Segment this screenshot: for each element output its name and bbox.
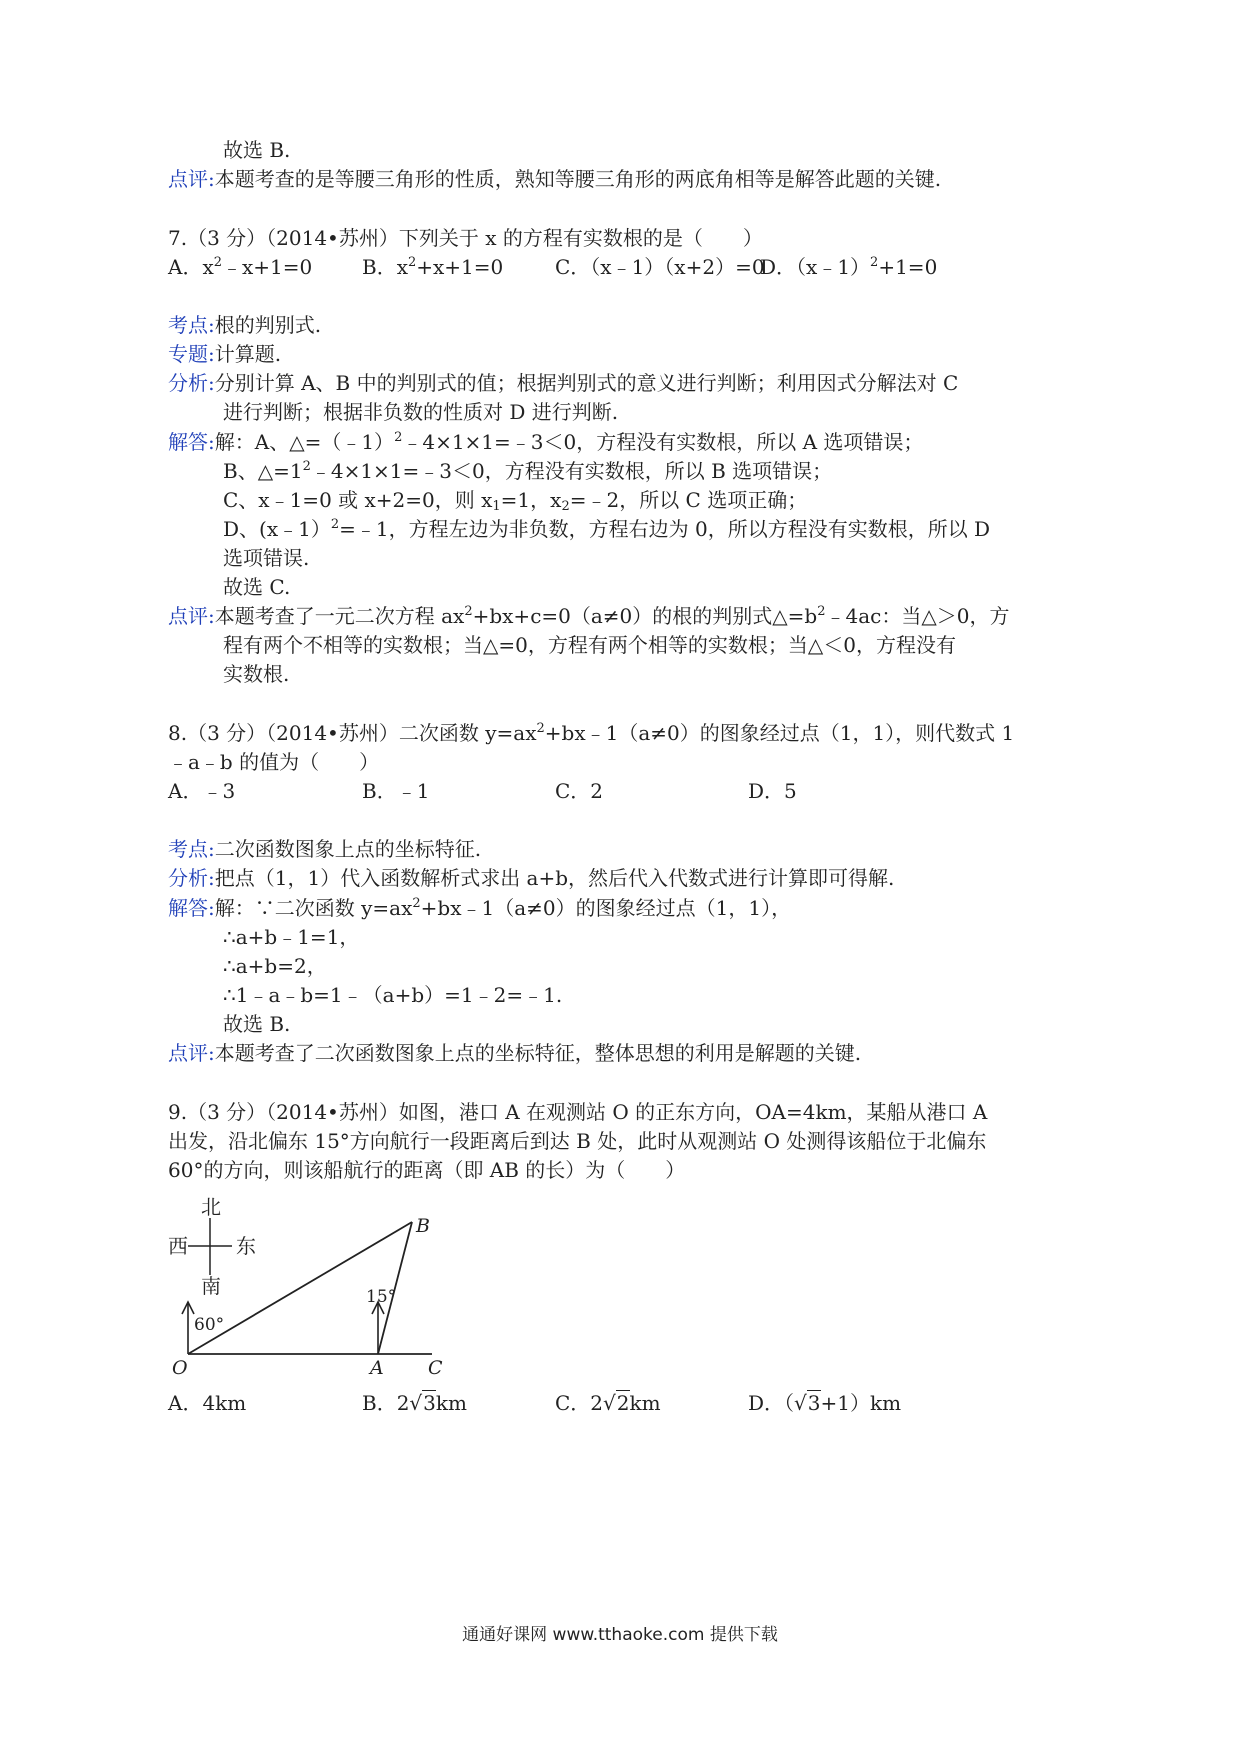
q7-option-a: A．$x^2﹣x+1=0$ [168, 255, 313, 279]
sqrt-symbol: √ [603, 1391, 616, 1415]
q8-stem: 8.（3 分）（2014•苏州）二次函数 $y=ax^2+bx﹣1(a\ne 0)$的图象经过点（1，1），则代数式 1 [168, 721, 1015, 745]
q7-fenxi-line2: 进行判断；根据非负数的性质对 D 进行判断. [223, 400, 619, 424]
q9-option-a: A．4km [168, 1391, 247, 1415]
q8-kaodian: 考点:二次函数图象上点的坐标特征. [168, 837, 482, 861]
compass-west-label: 西 [168, 1234, 188, 1258]
q8-option-a: A．﹣3 [168, 779, 236, 803]
q9-stem-line3: 60°的方向，则该船航行的距离（即 AB 的长）为（ ） [168, 1158, 686, 1182]
q7-option-d: D．（x﹣1）$^2$+1=0 [760, 255, 938, 279]
comment-label: 点评: [168, 167, 215, 191]
q7-stem: 7.（3 分）（2014•苏州）下列关于 x 的方程有实数根的是（ ） [168, 226, 763, 250]
q8-stem-line2: ﹣a﹣b 的值为（ ） [168, 750, 380, 774]
q9-option-d: D．（√3+1）km [748, 1391, 902, 1415]
point-a-label: A [370, 1357, 384, 1379]
point-c-label: C [428, 1357, 443, 1379]
q7-fenxi: 分析:分别计算 A、B 中的判别式的值；根据判别式的意义进行判断；利用因式分解法对 C [168, 371, 959, 395]
q7-zhuanti: 专题:计算题. [168, 342, 282, 366]
q8-jieda-line3: ∴a+b=2， [223, 954, 327, 978]
angle-15-label: 15° [366, 1287, 397, 1307]
q7-dianping: 点评:本题考查了一元二次方程 $ax^2+bx+c=0(a\ne 0)$的根的判别式$\triangle=b^2﹣4ac$：当△＞0，方 [168, 604, 1010, 628]
north-arrow-o [182, 1302, 194, 1354]
q8-option-c: C．2 [555, 779, 604, 803]
q7-option-b: B．$x^2+x+1=0$ [362, 255, 504, 279]
q9-stem-line1: 9.（3 分）（2014•苏州）如图，港口 A 在观测站 O 的正东方向，OA=4km，某船从港口 A [168, 1100, 988, 1124]
q7-jieda-line5: 选项错误. [223, 546, 310, 570]
sqrt-symbol: √ [409, 1391, 423, 1415]
q9-stem-line2: 出发，沿北偏东 15°方向航行一段距离后到达 B 处，此时从观测站 O 处测得该船位于北偏东 [168, 1129, 987, 1153]
q8-jieda-line2: ∴a+b﹣1=1， [223, 925, 360, 949]
page-footer: 通通好课网 www.tthaoke.com 提供下载 [462, 1625, 778, 1645]
q8-dianping: 点评:本题考查了二次函数图象上点的坐标特征，整体思想的利用是解题的关键. [168, 1041, 862, 1065]
q8-option-d: D．5 [748, 779, 797, 803]
q9-option-b: B．2√3km [362, 1391, 467, 1415]
q9-option-c: C．2√2km [555, 1391, 661, 1415]
q7-jieda-line2: B、$\triangle=1^2﹣4\times 1\times 1=﹣3<0$，方程没有实数根，所以 B 选项错误； [223, 459, 833, 483]
prev-conclusion: 故选 B. [223, 138, 291, 162]
q8-fenxi: 分析:把点（1，1）代入函数解析式求出 a+b，然后代入代数式进行计算即可得解. [168, 866, 895, 890]
compass-rose [168, 1195, 256, 1298]
q7-jieda-line6: 故选 C. [223, 575, 291, 599]
q7-dianping-line2: 程有两个不相等的实数根；当△=0，方程有两个相等的实数根；当△＜0，方程没有 [223, 633, 956, 657]
q7-kaodian: 考点:根的判别式. [168, 313, 322, 337]
q8-jieda-line4: ∴1﹣a﹣b=1﹣（a+b）=1﹣2=﹣1. [223, 983, 563, 1007]
q7-jieda-line4: D、(x﹣1）$^2$=﹣1，方程左边为非负数，方程右边为 0，所以方程没有实数根，所以 D [223, 517, 991, 541]
q7-jieda-line3: C、x﹣1=0 或 x+2=0，则 $x_1=1$，$x_2=﹣2$，所以 C 选项正确； [223, 488, 808, 514]
q7-option-c: C．（x﹣1）（x+2）=0 [555, 255, 765, 279]
compass-south-label: 南 [201, 1274, 221, 1298]
compass-north-label: 北 [201, 1195, 221, 1219]
sqrt-symbol: √ [794, 1391, 807, 1415]
north-arrow-a [372, 1302, 384, 1354]
compass-east-label: 东 [236, 1234, 256, 1258]
prev-comment [168, 165, 941, 193]
point-o-label: O [172, 1357, 188, 1379]
q8-jieda: 解答:解：∵二次函数 $y=ax^2+bx﹣1(a\ne 0)$的图象经过点（1，1）， [168, 896, 792, 920]
q9-figure [160, 1190, 460, 1390]
comment-text: 本题考查的是等腰三角形的性质，熟知等腰三角形的两底角相等是解答此题的关键. [214, 167, 942, 191]
point-b-label: B [416, 1215, 430, 1237]
q8-jieda-line5: 故选 B. [223, 1012, 291, 1036]
angle-60-label: 60° [194, 1315, 225, 1335]
q7-dianping-line3: 实数根. [223, 662, 290, 686]
q8-option-b: B．﹣1 [362, 779, 430, 803]
q7-jieda: 解答:解：A、△=（﹣1）$^2$﹣4×1×1=﹣3＜0，方程没有实数根，所以 A 选项错误； [168, 430, 924, 454]
